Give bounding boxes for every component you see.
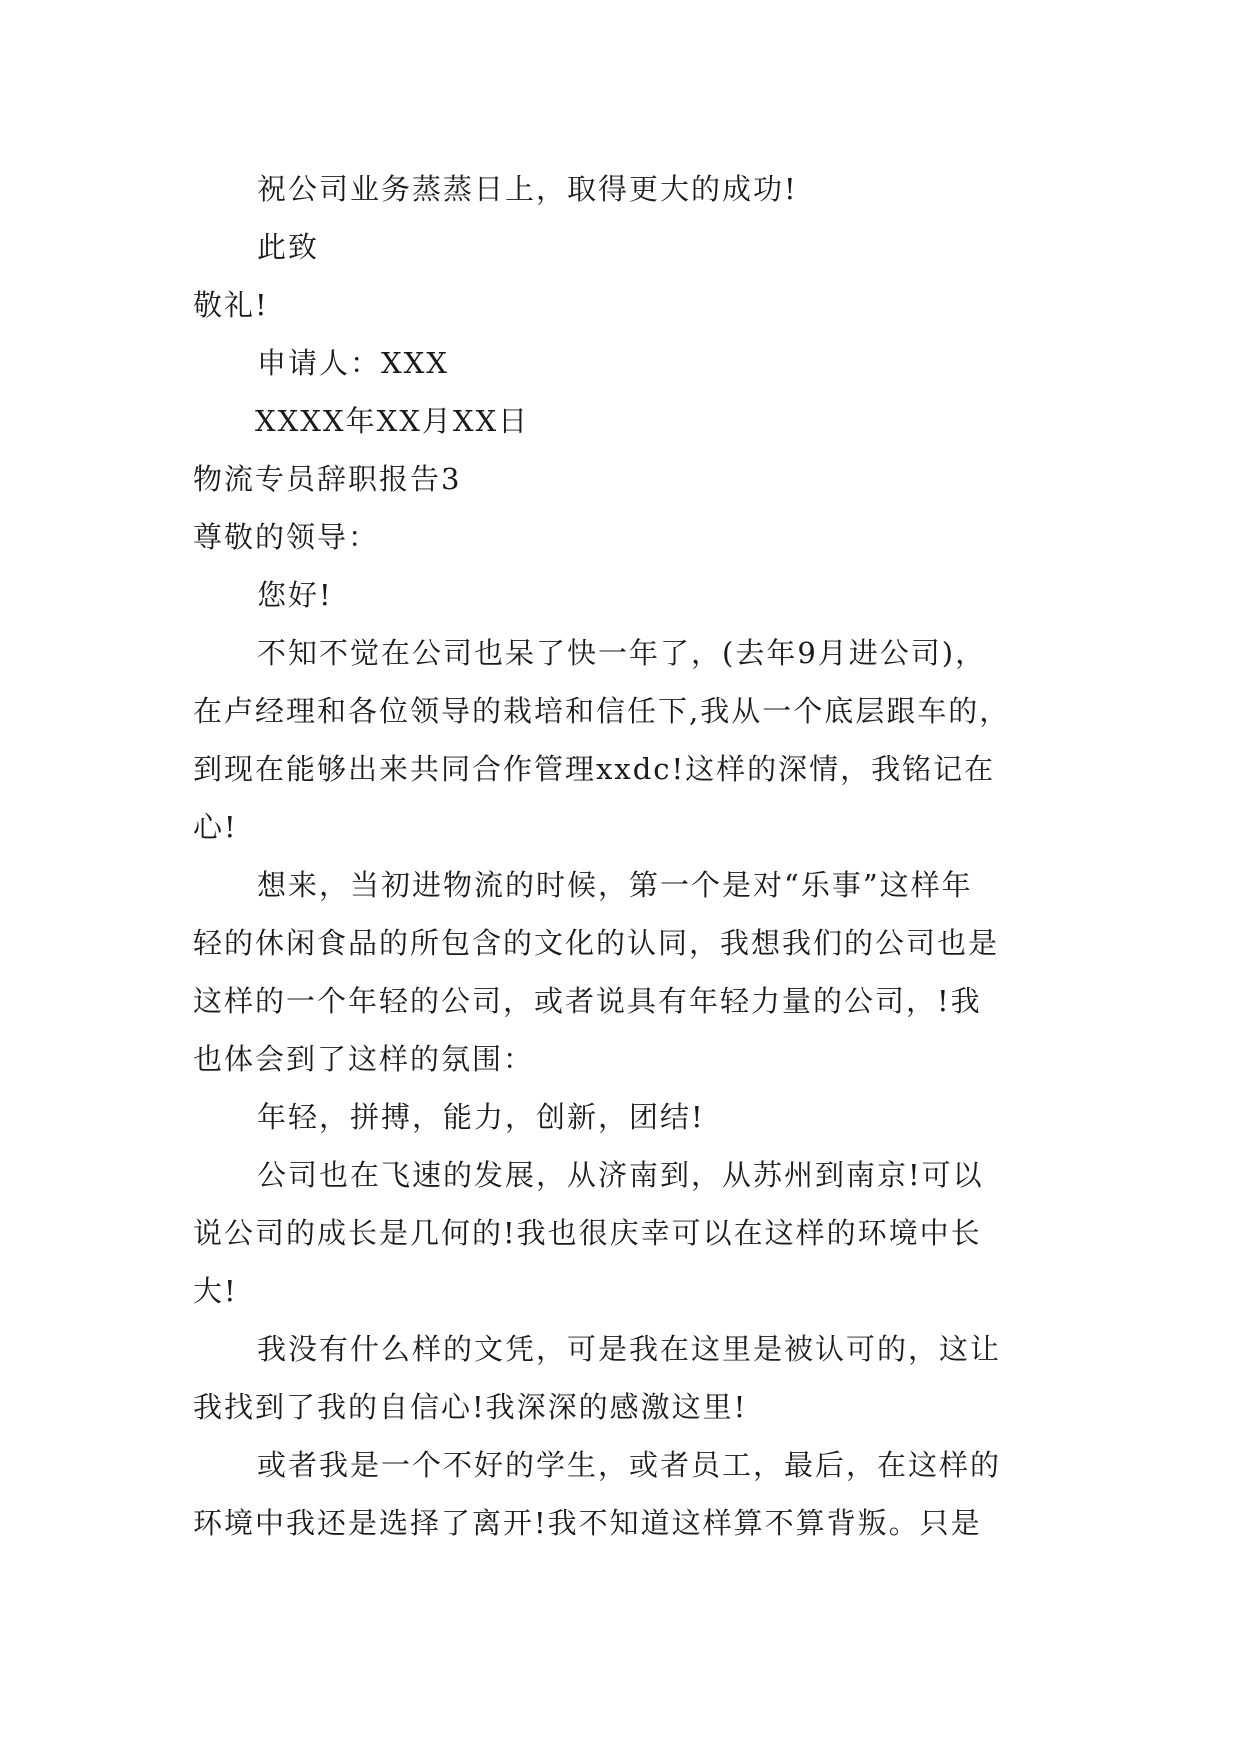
paragraph-line: 到现在能够出来共同合作管理xxdc!这样的深情，我铭记在 <box>193 752 996 786</box>
signature-date: XXXX年XX月XX日 <box>255 404 530 438</box>
paragraph-line: 我找到了我的自信心!我深深的感激这里! <box>193 1390 748 1424</box>
paragraph-line: 大! <box>193 1274 238 1308</box>
paragraph-line: 年轻，拼搏，能力，创新，团结! <box>257 1100 705 1134</box>
paragraph-line: 这样的一个年轻的公司，或者说具有年轻力量的公司，!我 <box>193 984 982 1018</box>
paragraph-line: 我没有什么样的文凭，可是我在这里是被认可的，这让 <box>257 1332 1002 1366</box>
closing-wish: 祝公司业务蒸蒸日上，取得更大的成功! <box>257 172 798 206</box>
paragraph-line: 也体会到了这样的氛围： <box>193 1042 535 1076</box>
closing-salutation: 此致 <box>257 230 320 264</box>
closing-regards: 敬礼! <box>193 288 269 322</box>
paragraph-line: 环境中我还是选择了离开!我不知道这样算不算背叛。只是 <box>193 1506 982 1540</box>
greeting-hello: 您好! <box>257 578 333 612</box>
paragraph-line: 或者我是一个不好的学生，或者员工，最后，在这样的 <box>257 1448 1002 1482</box>
paragraph-line: 不知不觉在公司也呆了快一年了，(去年9月进公司)， <box>257 636 987 670</box>
paragraph-line: 心! <box>193 810 238 844</box>
paragraph-line: 公司也在飞速的发展，从济南到，从苏州到南京!可以 <box>257 1158 984 1192</box>
section-title: 物流专员辞职报告3 <box>193 462 462 496</box>
paragraph-line: 在卢经理和各位领导的栽培和信任下,我从一个底层跟车的， <box>193 694 1011 728</box>
applicant-signature: 申请人：XXX <box>257 346 449 380</box>
paragraph-line: 说公司的成长是几何的!我也很庆幸可以在这样的环境中长 <box>193 1216 982 1250</box>
paragraph-line: 想来，当初进物流的时候，第一个是对“乐事”这样年 <box>257 868 973 902</box>
greeting-addressee: 尊敬的领导： <box>193 520 380 554</box>
paragraph-line: 轻的休闲食品的所包含的文化的认同，我想我们的公司也是 <box>193 926 1000 960</box>
document-body <box>193 160 1063 1552</box>
